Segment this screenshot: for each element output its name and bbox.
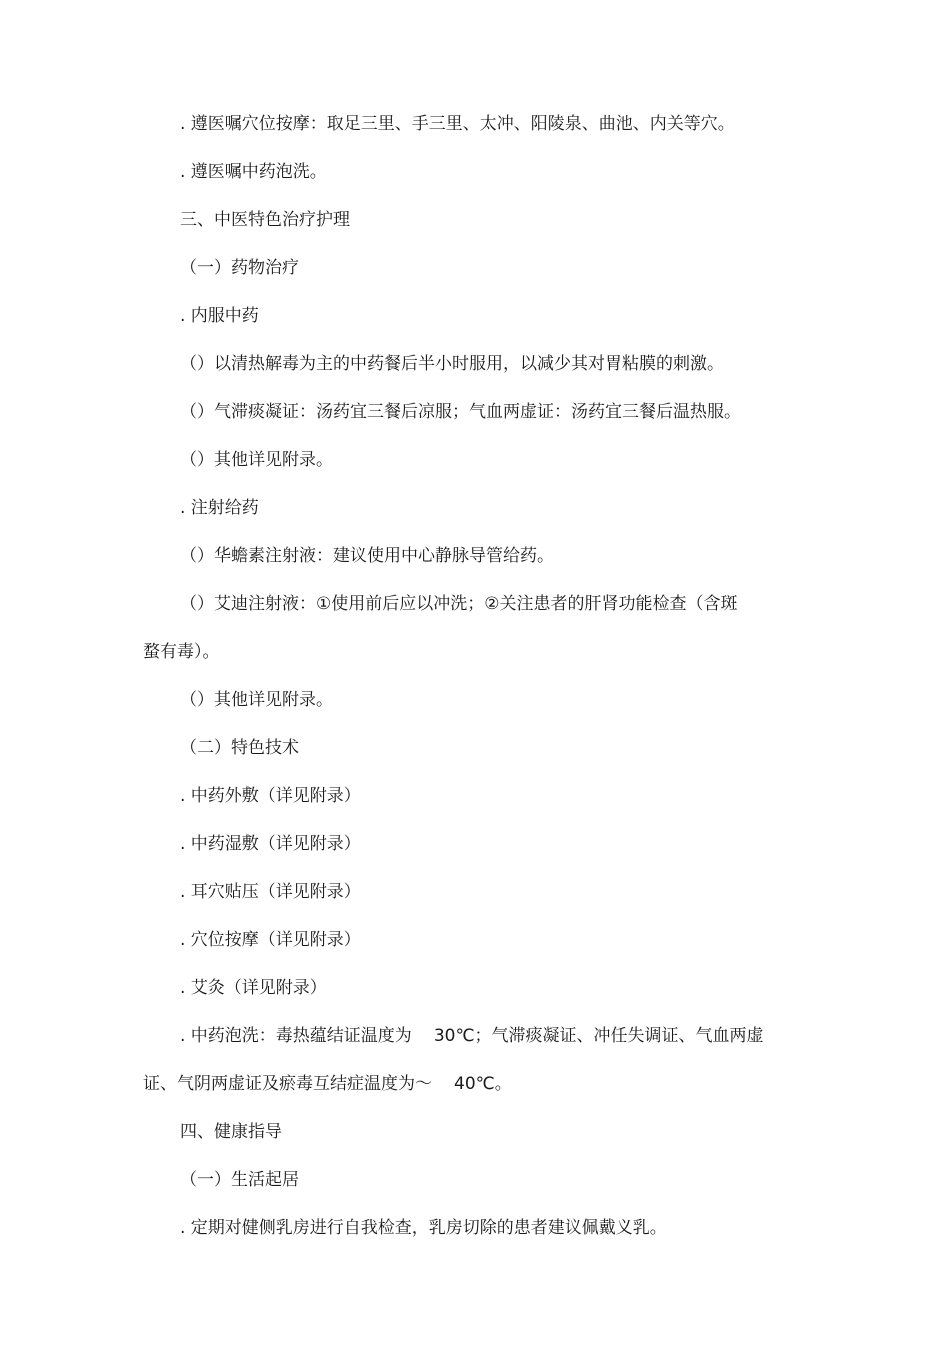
text-line: . 穴位按摩（详见附录） <box>180 930 361 950</box>
text-line: . 耳穴贴压（详见附录） <box>180 882 361 902</box>
section-heading: 三、中医特色治疗护理 <box>180 210 350 230</box>
text-line: . 注射给药 <box>180 498 259 518</box>
subsection-heading: （一）药物治疗 <box>180 258 299 278</box>
text-segment: 30℃；气滞痰凝证、冲任失调证、气血两虚 <box>433 1026 764 1046</box>
text-line: （）气滞痰凝证：汤药宜三餐后凉服；气血两虚证：汤药宜三餐后温热服。 <box>180 402 741 422</box>
text-line: （）华蟾素注射液：建议使用中心静脉导管给药。 <box>180 546 554 566</box>
text-line-continuation: 蝥有毒）。 <box>143 642 220 662</box>
text-line: （）艾迪注射液：①使用前后应以冲洗；②关注患者的肝肾功能检查（含斑 <box>180 594 738 614</box>
subsection-heading: （二）特色技术 <box>180 738 299 758</box>
text-line: . 内服中药 <box>180 306 259 326</box>
subsection-heading: （一）生活起居 <box>180 1170 299 1190</box>
text-line: . 定期对健侧乳房进行自我检查，乳房切除的患者建议佩戴义乳。 <box>180 1218 667 1238</box>
text-line: . 艾灸（详见附录） <box>180 978 327 998</box>
text-line: （）其他详见附录。 <box>180 450 333 470</box>
text-line: . 中药外敷（详见附录） <box>180 786 361 806</box>
section-heading: 四、健康指导 <box>180 1122 282 1142</box>
text-line: （）其他详见附录。 <box>180 690 333 710</box>
text-line-continuation <box>143 1072 512 1096</box>
text-line: . 中药湿敷（详见附录） <box>180 834 361 854</box>
text-segment: 40℃。 <box>454 1074 512 1094</box>
text-line: （）以清热解毒为主的中药餐后半小时服用，以减少其对胃粘膜的刺激。 <box>180 354 724 374</box>
text-line <box>180 1024 764 1048</box>
text-line: . 遵医嘱穴位按摩：取足三里、手三里、太冲、阳陵泉、曲池、内关等穴。 <box>180 114 735 134</box>
text-segment: . 中药泡洗：毒热蕴结证温度为 <box>180 1026 412 1046</box>
text-line: . 遵医嘱中药泡洗。 <box>180 162 327 182</box>
text-segment: 证、气阴两虚证及瘀毒互结症温度为～ <box>143 1074 432 1094</box>
